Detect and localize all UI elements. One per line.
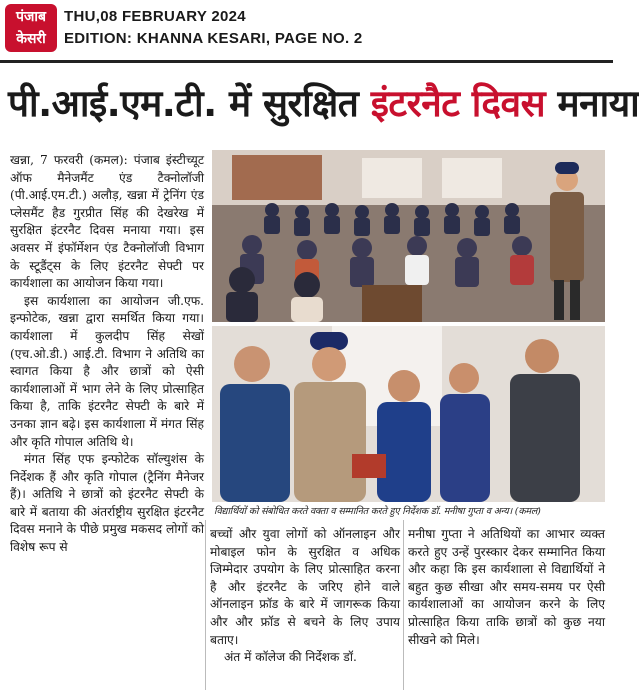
paragraph: इस कार्यशाला का आयोजन जी.एफ. इन्फोटेक, खन्ना द्वारा समर्थित किया गया। कार्यशाला में कुलदीप सिंह सेखों (एच.ओ.डी.) आई.टी. विभाग ने अतिथि का स्वागत किया है और छात्रों को ऐसी कार्यशालाओं में भाग लेने के लिए प्रोत्साहित किया है, ताकि इंटरनैट सेफ्टी के बारे में उनका ज्ञान बढ़े। इस कार्यशाला में मंगत सिंह और कृति गोपाल अतिथि थे। (10, 293, 204, 449)
logo-line-2: केसरी (16, 31, 46, 47)
headline-part-1: पी.आई.एम.टी. में सुरक्षित (8, 82, 371, 125)
newspaper-logo (5, 4, 57, 52)
headline-highlight: इंटरनैट दिवस (370, 82, 546, 125)
paragraph: मनीषा गुप्ता ने अतिथियों का आभार व्यक्त करते हुए उन्हें पुरस्कार देकर सम्मानित किया और कहा कि इस कार्यशाला से विद्यार्थियों ने बहुत कुछ सीखा और समय-समय पर ऐसी कार्यशालाओं का आयोजन करने के लिए प्रोत्साहित किया ताकि छात्रों को कुछ नया सीखने को मिले। (408, 527, 605, 647)
paragraph: अंत में कॉलेज की निर्देशक डॉ. (224, 650, 357, 665)
column-divider (205, 520, 206, 690)
paragraph: बच्चों और युवा लोगों को ऑनलाइन और मोबाइल फोन के सुरक्षित व अधिक जिम्मेदार उपयोग के लिए प्रोत्साहित करना है और इंटरनैट के जरिए होने वाले ऑनलाइन फ्रॉड के बारे में जागरूक किया और और फ्रॉड से बचने के लिए उपाय बताए। (210, 527, 400, 647)
edition-line: EDITION: KHANNA KESARI, PAGE NO. 2 (64, 30, 363, 47)
paragraph: मंगत सिंह एफ इन्फोटेक सॉल्युशंस के निर्देशक हैं और कृति गोपाल (ट्रैनिंग मैनेजर हैं)। अतिथि ने छात्रों को इंटरनैट सेफ्टी के बारे में बताया की अंतर्राष्ट्रीय सुरक्षित इंटरनैट दिवस मनाने के पीछे प्रमुख मकसद लोगों को विशेष रूप से (10, 452, 204, 555)
masthead-divider (0, 60, 613, 63)
dateline: THU,08 FEBRUARY 2024 (64, 8, 246, 25)
article-column-2 (210, 526, 400, 667)
award-ceremony-photo (212, 326, 605, 502)
paragraph: खन्ना, 7 फरवरी (कमल): पंजाब इंस्टीच्यूट ऑफ मैनेजमैंट एंड टैक्नोलॉजी (पी.आई.एम.टी.) अलौड़, खन्ना में ट्रेनिंग एंड प्लेसमैंट हैड गुरप्रीत सिंह की देखरेख में सुरक्षित इंटरनैट दिवस मनाया गया। इस अवसर में इंफॉर्मेशन एंड टैक्नोलॉजी विभाग के स्टूडैंट्स के लिए इंटरनैट सेफ्टी पर कार्यशाला का आयोजन किया गया। (10, 153, 204, 291)
logo-line-1: पंजाब (16, 9, 46, 25)
article-headline (8, 80, 639, 128)
headline-part-3: मनाया (545, 82, 639, 125)
masthead (0, 0, 613, 58)
article-column-1 (10, 152, 204, 557)
classroom-photo (212, 150, 605, 322)
article-column-3 (408, 526, 605, 649)
photo-caption: विद्यार्थियों को संबोधित करते वक्ता व सम्मानित करते हुए निर्देशक डॉ. मनीषा गुप्ता व अन्य। (कमल) (214, 506, 541, 517)
column-divider (403, 520, 404, 690)
